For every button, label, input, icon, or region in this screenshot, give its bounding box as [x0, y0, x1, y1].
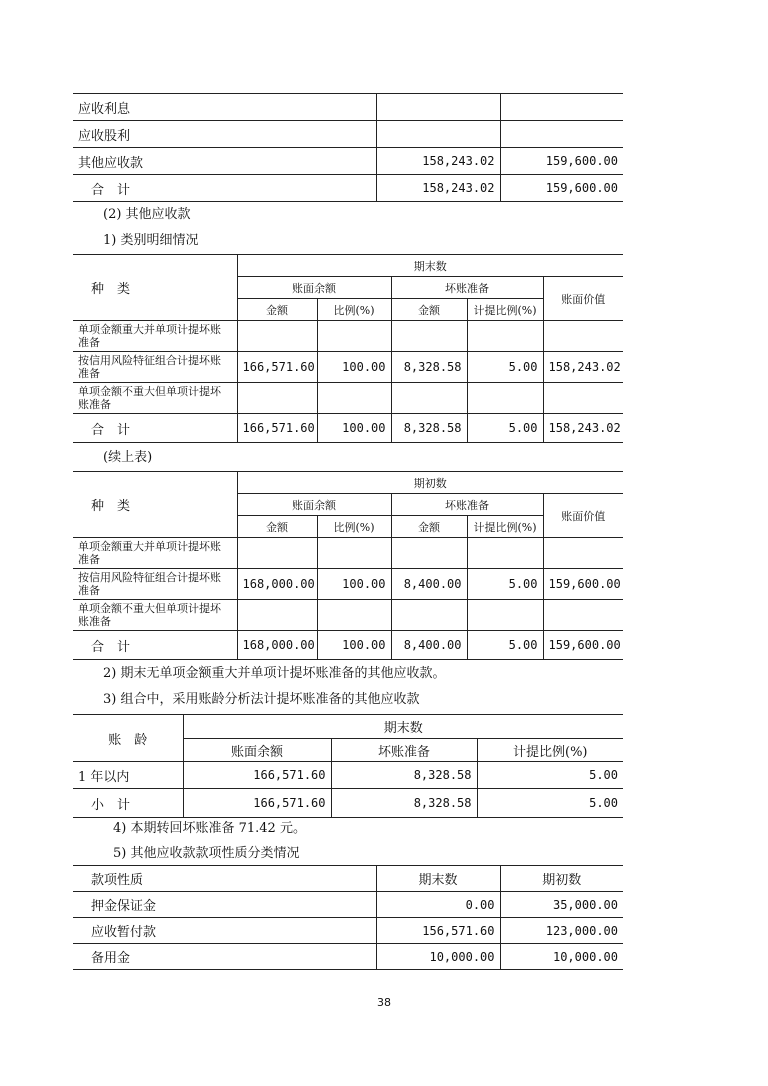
bad-ratio-cell: 5.00 [467, 352, 543, 383]
table-row [73, 631, 623, 660]
end-value: 158,243.02 [376, 148, 500, 175]
nature-cell: 押金保证金 [73, 892, 376, 918]
table-row [73, 321, 623, 352]
bad-amount-cell [391, 321, 467, 352]
end-value [376, 94, 500, 121]
begin-value [500, 94, 623, 121]
bad-ratio-cell: 5.00 [467, 414, 543, 443]
aging-header: 账 龄 [73, 715, 183, 762]
bad-debt-header: 坏账准备 [391, 494, 543, 516]
period-header: 期初数 [237, 472, 623, 494]
begin-header: 期初数 [500, 866, 623, 892]
amount-header: 金额 [237, 516, 317, 538]
category-header: 种 类 [73, 472, 237, 538]
table-header-row [73, 472, 623, 494]
table-row [73, 762, 623, 789]
end-header: 期末数 [376, 866, 500, 892]
category-cell: 合 计 [73, 631, 237, 660]
begin-value: 123,000.00 [500, 918, 623, 944]
ratio-cell: 5.00 [477, 762, 623, 789]
aging-analysis-table [73, 714, 623, 818]
table-row [73, 600, 623, 631]
note-3: 3) 组合中，采用账龄分析法计提坏账准备的其他应收款 [103, 692, 420, 707]
category-cell: 合 计 [73, 414, 237, 443]
bad-debt-cell: 8,328.58 [331, 762, 477, 789]
ratio-cell [317, 538, 391, 569]
page-number: 38 [377, 996, 391, 1009]
begin-value: 10,000.00 [500, 944, 623, 970]
row-label: 应收利息 [73, 94, 376, 121]
aging-cell: 1 年以内 [73, 762, 183, 789]
bad-ratio-cell [467, 321, 543, 352]
nature-classification-table [73, 865, 623, 970]
continued-label: (续上表) [103, 450, 153, 465]
category-cell: 单项金额不重大但单项计提坏账准备 [73, 383, 237, 414]
end-value: 10,000.00 [376, 944, 500, 970]
book-value-cell: 158,243.02 [543, 414, 623, 443]
begin-value: 159,600.00 [500, 175, 623, 202]
table-row [73, 414, 623, 443]
amount-cell [237, 538, 317, 569]
bad-amount-cell: 8,328.58 [391, 352, 467, 383]
bad-debt-cell: 8,328.58 [331, 789, 477, 818]
category-cell: 按信用风险特征组合计提坏账准备 [73, 569, 237, 600]
bad-amount-cell [391, 383, 467, 414]
amount-cell [237, 600, 317, 631]
table-row [73, 944, 623, 970]
amount-cell: 166,571.60 [237, 352, 317, 383]
table-row [73, 569, 623, 600]
provision-ratio-header: 计提比例(%) [477, 739, 623, 762]
nature-cell: 应收暂付款 [73, 918, 376, 944]
bad-amount-header: 金额 [391, 299, 467, 321]
bad-ratio-cell [467, 383, 543, 414]
table-row [73, 918, 623, 944]
table-row [73, 789, 623, 818]
book-value-cell [543, 538, 623, 569]
table-row [73, 94, 623, 121]
bad-amount-cell: 8,328.58 [391, 414, 467, 443]
book-value-cell [543, 383, 623, 414]
table-header-row [73, 715, 623, 739]
category-cell: 按信用风险特征组合计提坏账准备 [73, 352, 237, 383]
period-header: 期末数 [237, 255, 623, 277]
bad-amount-cell [391, 600, 467, 631]
category-detail-table-end [73, 254, 623, 443]
period-header: 期末数 [183, 715, 623, 739]
bad-ratio-cell [467, 600, 543, 631]
category-cell: 单项金额重大并单项计提坏账准备 [73, 538, 237, 569]
category-header: 种 类 [73, 255, 237, 321]
table-header-row [73, 255, 623, 277]
subsection-heading: 1) 类别明细情况 [103, 233, 199, 248]
begin-value: 159,600.00 [500, 148, 623, 175]
table-row [73, 121, 623, 148]
end-value [376, 121, 500, 148]
book-balance-header: 账面余额 [237, 494, 391, 516]
ratio-header: 比例(%) [317, 516, 391, 538]
ratio-cell: 100.00 [317, 352, 391, 383]
section-heading: (2) 其他应收款 [103, 207, 191, 222]
row-label: 应收股利 [73, 121, 376, 148]
end-value: 0.00 [376, 892, 500, 918]
table-row [73, 892, 623, 918]
balance-cell: 166,571.60 [183, 762, 331, 789]
ratio-cell: 5.00 [477, 789, 623, 818]
bad-ratio-cell: 5.00 [467, 569, 543, 600]
row-label: 合 计 [73, 175, 376, 202]
table-row [73, 175, 623, 202]
ratio-cell [317, 383, 391, 414]
ratio-cell [317, 600, 391, 631]
ratio-cell: 100.00 [317, 569, 391, 600]
balance-cell: 166,571.60 [183, 789, 331, 818]
amount-header: 金额 [237, 299, 317, 321]
ratio-cell: 100.00 [317, 414, 391, 443]
category-cell: 单项金额不重大但单项计提坏账准备 [73, 600, 237, 631]
table-header-row [73, 866, 623, 892]
bad-amount-header: 金额 [391, 516, 467, 538]
nature-header: 款项性质 [73, 866, 376, 892]
bad-amount-cell [391, 538, 467, 569]
amount-cell [237, 383, 317, 414]
begin-value: 35,000.00 [500, 892, 623, 918]
bad-amount-cell: 8,400.00 [391, 569, 467, 600]
note-4: 4) 本期转回坏账准备 71.42 元。 [113, 821, 306, 836]
end-value: 158,243.02 [376, 175, 500, 202]
category-detail-table-begin [73, 471, 623, 660]
note-2: 2) 期末无单项金额重大并单项计提坏账准备的其他应收款。 [103, 666, 446, 681]
book-value-cell [543, 600, 623, 631]
ratio-header: 比例(%) [317, 299, 391, 321]
book-value-cell: 158,243.02 [543, 352, 623, 383]
amount-cell: 168,000.00 [237, 631, 317, 660]
provision-ratio-header: 计提比例(%) [467, 299, 543, 321]
table-row [73, 148, 623, 175]
ratio-cell [317, 321, 391, 352]
book-balance-header: 账面余额 [237, 277, 391, 299]
amount-cell: 166,571.60 [237, 414, 317, 443]
bad-amount-cell: 8,400.00 [391, 631, 467, 660]
book-value-cell: 159,600.00 [543, 631, 623, 660]
book-value-header: 账面价值 [543, 277, 623, 321]
table-row [73, 538, 623, 569]
book-value-cell [543, 321, 623, 352]
book-value-cell: 159,600.00 [543, 569, 623, 600]
bad-debt-header: 坏账准备 [331, 739, 477, 762]
row-label: 其他应收款 [73, 148, 376, 175]
bad-ratio-cell [467, 538, 543, 569]
note-5: 5) 其他应收款款项性质分类情况 [113, 846, 300, 861]
bad-debt-header: 坏账准备 [391, 277, 543, 299]
nature-cell: 备用金 [73, 944, 376, 970]
amount-cell: 168,000.00 [237, 569, 317, 600]
begin-value [500, 121, 623, 148]
category-cell: 单项金额重大并单项计提坏账准备 [73, 321, 237, 352]
bad-ratio-cell: 5.00 [467, 631, 543, 660]
provision-ratio-header: 计提比例(%) [467, 516, 543, 538]
ratio-cell: 100.00 [317, 631, 391, 660]
receivables-summary-table [73, 93, 623, 202]
aging-cell: 小 计 [73, 789, 183, 818]
book-balance-header: 账面余额 [183, 739, 331, 762]
table-row [73, 383, 623, 414]
amount-cell [237, 321, 317, 352]
book-value-header: 账面价值 [543, 494, 623, 538]
table-row [73, 352, 623, 383]
end-value: 156,571.60 [376, 918, 500, 944]
